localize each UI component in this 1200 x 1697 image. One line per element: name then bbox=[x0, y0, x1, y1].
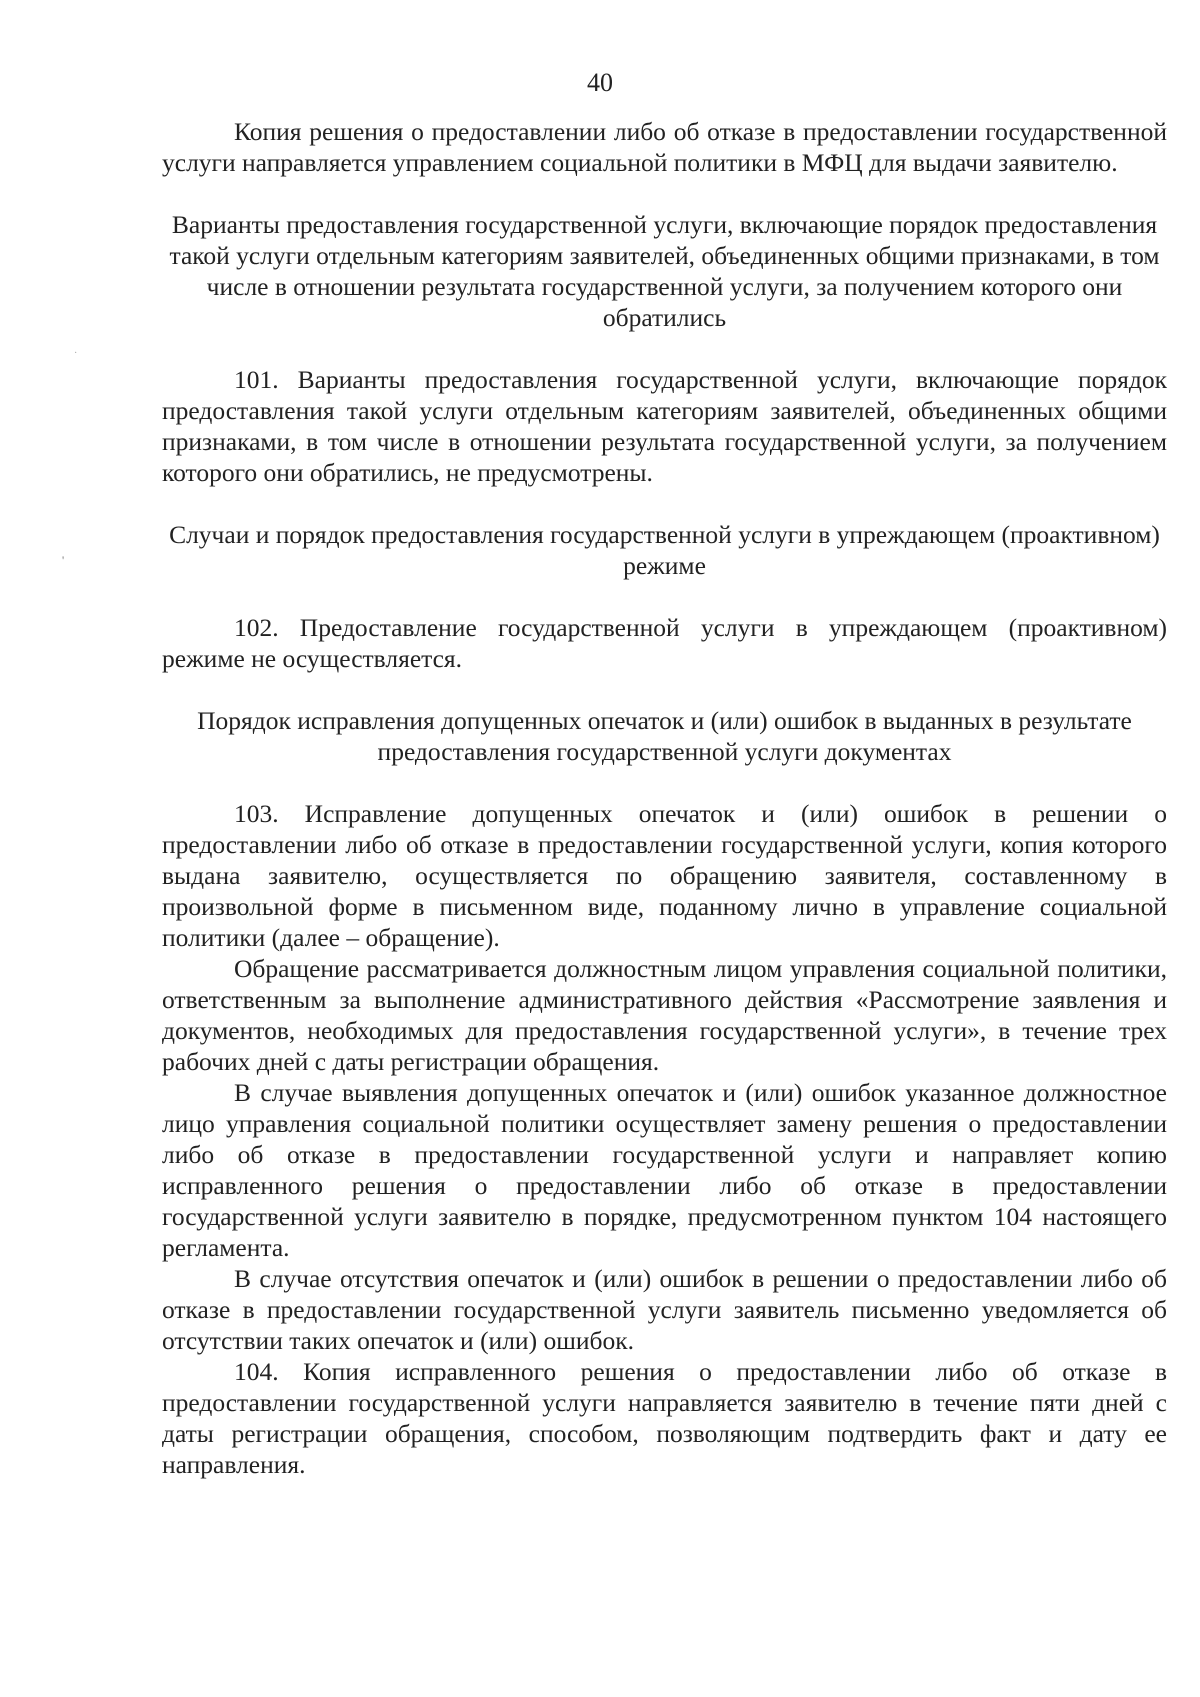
document-body bbox=[162, 116, 1167, 1480]
section-heading-proactive: Случаи и порядок предоставления государственной услуги в упреждающем (проактивном) режиме bbox=[169, 520, 1160, 580]
paragraph-103: 103. Исправление допущенных опечаток и (или) ошибок в решении о предоставлении либо об отказе в предоставлении государственной услуги, копия которого выдана заявителю, осуществляется по обращению заявителя, составленному в произвольной форме в письменном виде, поданному лично в управление социальной политики (далее – обращение). bbox=[162, 799, 1167, 952]
scan-speck: · bbox=[74, 348, 78, 359]
paragraph-103-no-errors: В случае отсутствия опечаток и (или) ошибок в решении о предоставлении либо об отказе в предоставлении государственной услуги заявитель письменно уведомляется об отсутствии таких опечаток и (или) ошибок. bbox=[162, 1264, 1167, 1355]
paragraph-103-errors-found: В случае выявления допущенных опечаток и (или) ошибок указанное должностное лицо управления социальной политики осуществляет замену решения о предоставлении либо об отказе в предоставлении государственной услуги и направляет копию исправленного решения о предоставлении либо об отказе в предоставлении государственной услуги заявителю в порядке, предусмотренном пунктом 104 настоящего регламента. bbox=[162, 1078, 1167, 1262]
paragraph-copy-decision: Копия решения о предоставлении либо об отказе в предоставлении государственной услуги направляется управлением социальной политики в МФЦ для выдачи заявителю. bbox=[162, 117, 1167, 177]
section-heading-variants: Варианты предоставления государственной услуги, включающие порядок предоставления такой услуги отдельным категориям заявителей, объединенных общими признаками, в том числе в отношении результата государственной услуги, за получением которого они обратились bbox=[169, 210, 1160, 332]
section-heading-corrections: Порядок исправления допущенных опечаток и (или) ошибок в выданных в результате предоставления государственной услуги документах bbox=[197, 706, 1132, 766]
paragraph-103-review: Обращение рассматривается должностным лицом управления социальной политики, ответственным за выполнение административного действия «Рассмотрение заявления и документов, необходимых для предоставления государственной услуги», в течение трех рабочих дней с даты регистрации обращения. bbox=[162, 954, 1167, 1076]
scan-speck: ' bbox=[62, 553, 65, 567]
page-number: 40 bbox=[587, 68, 613, 97]
paragraph-101: 101. Варианты предоставления государственной услуги, включающие порядок предоставления такой услуги отдельным категориям заявителей, объединенных общими признаками, в том числе в отношении результата государственной услуги, за получением которого они обратились, не предусмотрены. bbox=[162, 365, 1167, 487]
paragraph-104: 104. Копия исправленного решения о предоставлении либо об отказе в предоставлении государственной услуги направляется заявителю в течение пяти дней с даты регистрации обращения, способом, позволяющим подтвердить факт и дату ее направления. bbox=[162, 1357, 1167, 1479]
paragraph-102: 102. Предоставление государственной услуги в упреждающем (проактивном) режиме не осуществляется. bbox=[162, 613, 1167, 673]
